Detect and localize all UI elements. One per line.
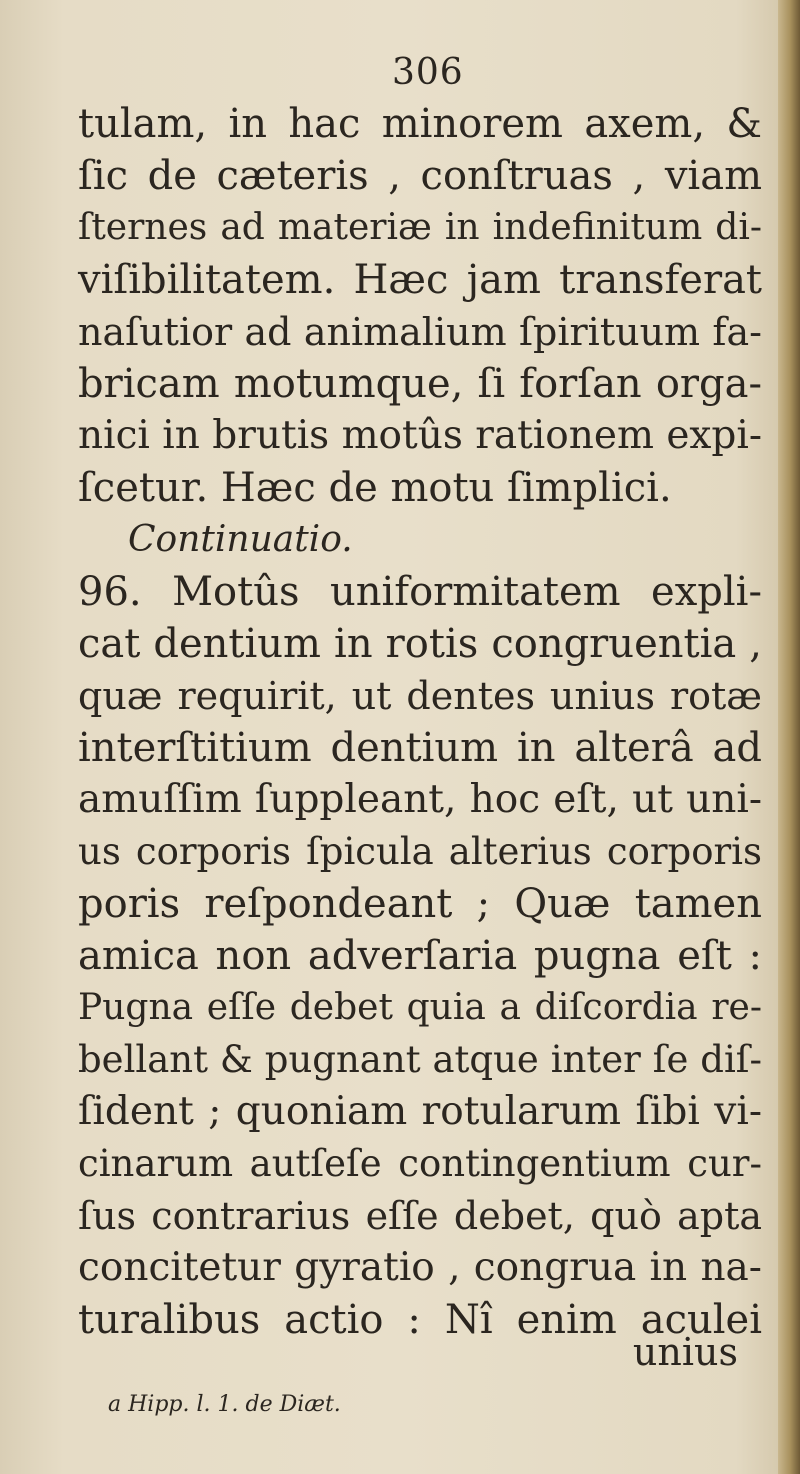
section-heading: Continuatio. [128, 519, 353, 560]
text-line: turalibus actio : Nî enim aculei [78, 1297, 762, 1343]
footnote: a Hipp. l. 1. de Diæt. [108, 1392, 341, 1417]
text-line: ſternes ad materiæ in indefinitum di- [78, 207, 762, 248]
catchword: unius [632, 1330, 738, 1374]
text-line: amica non adverſaria pugna eſt : [78, 933, 762, 979]
text-block [78, 98, 762, 1346]
text-line: quæ requirit, ut dentes unius rotæ [78, 674, 762, 718]
text-line: 96. Motûs uniformitatem expli- [78, 569, 762, 615]
text-line: bellant & pugnant atque inter ſe diſ- [78, 1038, 762, 1081]
text-line: poris reſpondeant ; Quæ tamen [78, 881, 762, 927]
text-line: ſident ; quoniam rotularum ſibi vi- [78, 1089, 762, 1134]
text-line: Pugna eſſe debet quia a diſcordia re- [78, 987, 762, 1028]
text-line: cinarum autſeſe contingentium cur- [78, 1142, 762, 1185]
text-line: nici in brutis motûs rationem expi- [78, 413, 763, 458]
text-line: us corporis ſpicula alterius corporis [78, 830, 762, 873]
page-edge [778, 0, 800, 1474]
text-line: naſutior ad animalium ſpirituum fa- [78, 310, 762, 354]
text-line: ſic de cæteris , conſtruas , viam [78, 153, 762, 199]
text-line: amuſſim ſuppleant, hoc eſt, ut uni- [78, 777, 762, 822]
text-line: cat dentium in rotis congruentia , [78, 621, 762, 667]
page-number: 306 [392, 52, 464, 93]
text-line: ſus contrarius eſſe debet, quò apta [78, 1194, 762, 1238]
text-line: interſtitium dentium in alterâ ad [78, 725, 762, 771]
text-line: viſibilitatem. Hæc jam transferat [78, 257, 762, 303]
text-line: concitetur gyratio , congrua in na- [78, 1245, 762, 1290]
text-line: bricam motumque, ſi forſan orga- [78, 361, 762, 407]
text-line: ſcetur. Hæc de motu ſimplici. [78, 465, 672, 511]
text-line: tulam, in hac minorem axem, & [78, 101, 762, 147]
